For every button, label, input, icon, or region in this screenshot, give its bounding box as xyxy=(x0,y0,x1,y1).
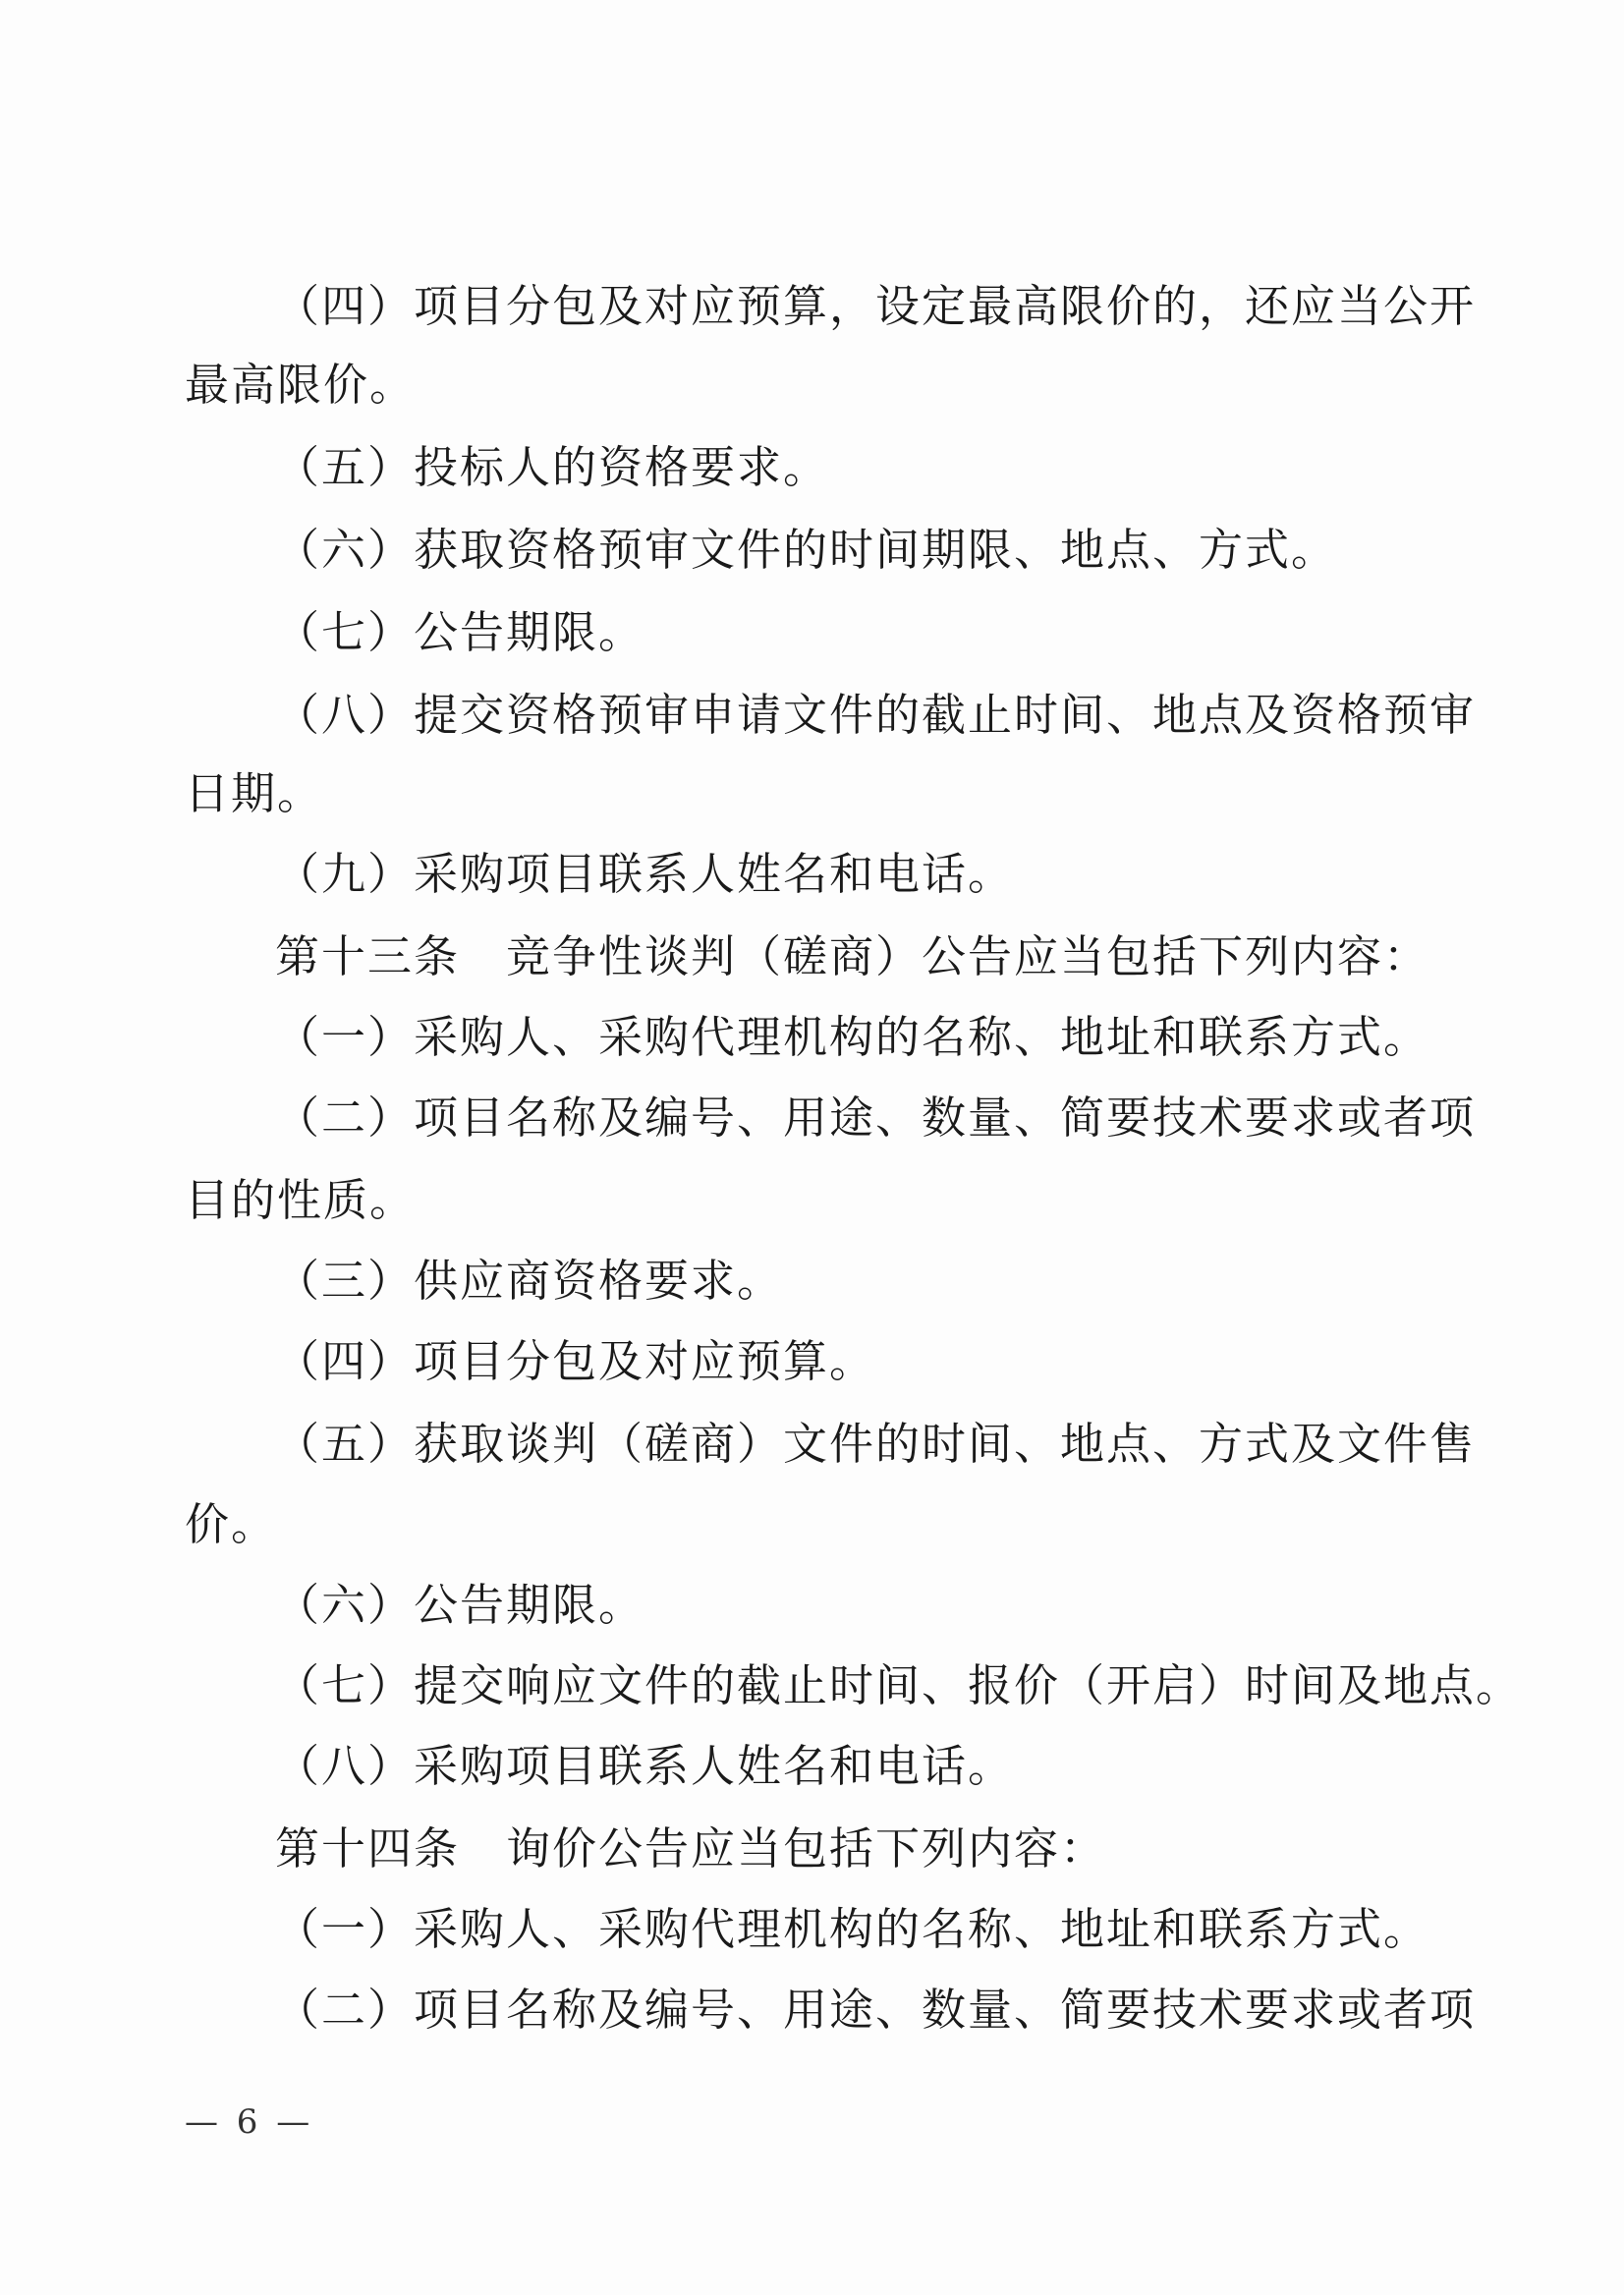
text-line: （九）采购项目联系人姓名和电话。 xyxy=(275,848,1015,900)
text-line: （一）采购人、采购代理机构的名称、地址和联系方式。 xyxy=(275,1011,1430,1063)
text-line: （七）公告期限。 xyxy=(275,606,645,658)
text-line: （五）获取谈判（磋商）文件的时间、地点、方式及文件售 xyxy=(275,1418,1477,1470)
text-line: （一）采购人、采购代理机构的名称、地址和联系方式。 xyxy=(275,1903,1430,1955)
text-line: （六）公告期限。 xyxy=(275,1579,645,1631)
article-heading: 第十四条 询价公告应当包括下列内容： xyxy=(275,1822,1107,1875)
text-line: 目的性质。 xyxy=(185,1174,417,1226)
text-line: （六）获取资格预审文件的时间期限、地点、方式。 xyxy=(275,524,1338,576)
text-line: （七）提交响应文件的截止时间、报价（开启）时间及地点。 xyxy=(275,1659,1523,1711)
text-line: （二）项目名称及编号、用途、数量、简要技术要求或者项 xyxy=(275,1984,1477,2036)
text-line: （八）提交资格预审申请文件的截止时间、地点及资格预审 xyxy=(275,689,1477,741)
text-line: （二）项目名称及编号、用途、数量、简要技术要求或者项 xyxy=(275,1092,1477,1144)
text-line: （五）投标人的资格要求。 xyxy=(275,441,830,493)
text-line: （四）项目分包及对应预算，设定最高限价的，还应当公开 xyxy=(275,280,1477,332)
text-line: （八）采购项目联系人姓名和电话。 xyxy=(275,1740,1015,1792)
text-line: （三）供应商资格要求。 xyxy=(275,1255,784,1307)
text-line: 日期。 xyxy=(185,767,324,819)
text-line: 价。 xyxy=(185,1498,278,1550)
page-number: — 6 — xyxy=(185,2102,314,2142)
article-heading: 第十三条 竞争性谈判（磋商）公告应当包括下列内容： xyxy=(275,930,1430,982)
text-line: （四）项目分包及对应预算。 xyxy=(275,1335,876,1387)
text-line: 最高限价。 xyxy=(185,359,417,411)
